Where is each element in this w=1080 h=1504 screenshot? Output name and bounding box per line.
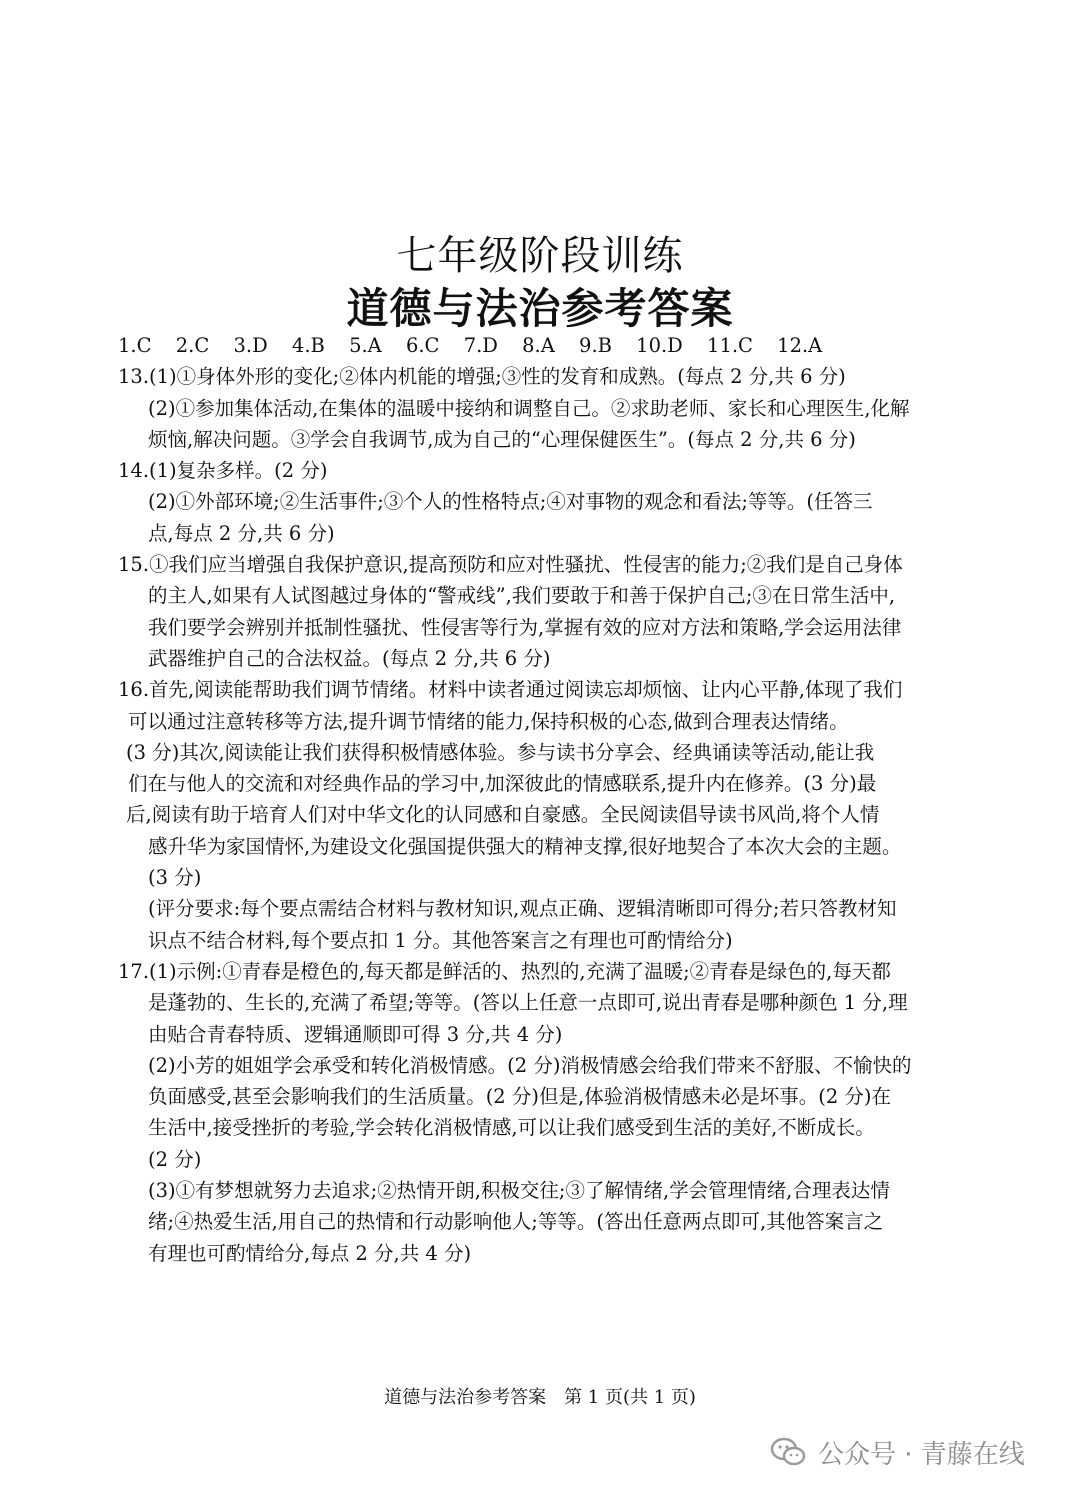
text-line: 13.(1)①身体外形的变化;②体内机能的增强;③性的发育和成熟。(每点 2 分,共 6 分): [118, 365, 846, 389]
answer-item: 9.B: [579, 334, 612, 357]
text-line: 烦恼,解决问题。③学会自我调节,成为自己的“心理保健医生”。(每点 2 分,共 6 分): [148, 427, 856, 451]
answer-item: 4.B: [291, 334, 325, 357]
answer-body: [118, 330, 978, 1269]
page-subtitle: 道德与法治参考答案: [346, 284, 734, 333]
text-line: 17.(1)示例:①青春是橙色的,每天都是鲜活的、热烈的,充满了温暖;②青春是绿色的,每天都: [118, 959, 891, 983]
text-line: 们在与他人的交流和对经典作品的学习中,加深彼此的情感联系,提升内在修养。(3 分)最: [128, 772, 877, 796]
text-line: 16.首先,阅读能帮助我们调节情绪。材料中读者通过阅读忘却烦恼、让内心平静,体现了我们: [118, 678, 903, 702]
text-line: (3)①有梦想就努力去追求;②热情开朗,积极交往;③了解情绪,学会管理情绪,合理表达情: [148, 1179, 890, 1203]
text-line: 我们要学会辨别并抵制性骚扰、性侵害等行为,掌握有效的应对方法和策略,学会运用法律: [148, 615, 902, 639]
text-line: 14.(1)复杂多样。(2 分): [118, 459, 328, 483]
text-line: 15.①我们应当增强自我保护意识,提高预防和应对性骚扰、性侵害的能力;②我们是自己身体: [118, 553, 903, 577]
text-line: 生活中,接受挫折的考验,学会转化消极情感,可以让我们感受到生活的美好,不断成长。: [148, 1116, 875, 1140]
text-line: 可以通过注意转移等方法,提升调节情绪的能力,保持积极的心态,做到合理表达情绪。: [128, 709, 849, 733]
answer-item: 6.C: [405, 334, 440, 357]
page-footer: 道德与法治参考答案 第 1 页(共 1 页): [384, 1387, 696, 1408]
text-line: 识点不结合材料,每个要点扣 1 分。其他答案言之有理也可酌情给分): [148, 928, 733, 952]
text-line: (2 分): [148, 1147, 202, 1171]
text-line: (2)①外部环境;②生活事件;③个人的性格特点;④对事物的观念和看法;等等。(任答三: [148, 490, 873, 514]
text-line: 由贴合青春特质、逻辑通顺即可得 3 分,共 4 分): [148, 1022, 563, 1046]
text-line: 感升华为家国情怀,为建设文化强国提供强大的精神支撑,很好地契合了本次大会的主题。: [148, 834, 902, 858]
text-line: (2)①参加集体活动,在集体的温暖中接纳和调整自己。②求助老师、家长和心理医生,化解: [148, 396, 910, 420]
text-line: 绪;④热爱生活,用自己的热情和行动影响他人;等等。(答出任意两点即可,其他答案言之: [148, 1210, 884, 1234]
answer-item: 10.D: [636, 334, 683, 357]
answer-item: 5.A: [349, 334, 382, 357]
text-line: (3 分): [148, 866, 202, 890]
text-line: 点,每点 2 分,共 6 分): [148, 521, 335, 545]
text-line: 后,阅读有助于培育人们对中华文化的认同感和自豪感。全民阅读倡导读书风尚,将个人情: [126, 803, 880, 827]
answer-item: 2.C: [175, 334, 210, 357]
answer-item: 8.A: [522, 334, 555, 357]
answer-item: 3.D: [233, 334, 268, 357]
text-line: (评分要求:每个要点需结合材料与教材知识,观点正确、逻辑清晰即可得分;若只答教材知: [148, 897, 897, 921]
answer-item: 12.A: [777, 334, 823, 357]
page-title: 七年级阶段训练: [396, 233, 684, 279]
watermark: [770, 1432, 1025, 1472]
multiple-choice-answers: [118, 330, 978, 361]
answer-item: 1.C: [118, 334, 152, 357]
text-line: 的主人,如果有人试图越过身体的“警戒线”,我们要敢于和善于保护自己;③在日常生活中,: [148, 584, 896, 608]
wechat-icon: [770, 1437, 806, 1467]
watermark-text: 公众号 · 青藤在线: [818, 1439, 1025, 1470]
text-line: 武器维护自己的合法权益。(每点 2 分,共 6 分): [148, 646, 551, 670]
text-line: 是蓬勃的、生长的,充满了希望;等等。(答以上任意一点即可,说出青春是哪种颜色 1 分,理: [148, 991, 908, 1015]
text-line: (3 分)其次,阅读能让我们获得积极情感体验。参与读书分享会、经典诵读等活动,能让我: [126, 740, 875, 764]
text-line: 负面感受,甚至会影响我们的生活质量。(2 分)但是,体验消极情感未必是坏事。(2 分)在: [148, 1085, 892, 1109]
answer-item: 11.C: [707, 334, 753, 357]
answer-item: 7.D: [463, 334, 498, 357]
text-line: (2)小芳的姐姐学会承受和转化消极情感。(2 分)消极情感会给我们带来不舒服、不愉快的: [148, 1053, 912, 1077]
text-line: 有理也可酌情给分,每点 2 分,共 4 分): [148, 1241, 472, 1265]
